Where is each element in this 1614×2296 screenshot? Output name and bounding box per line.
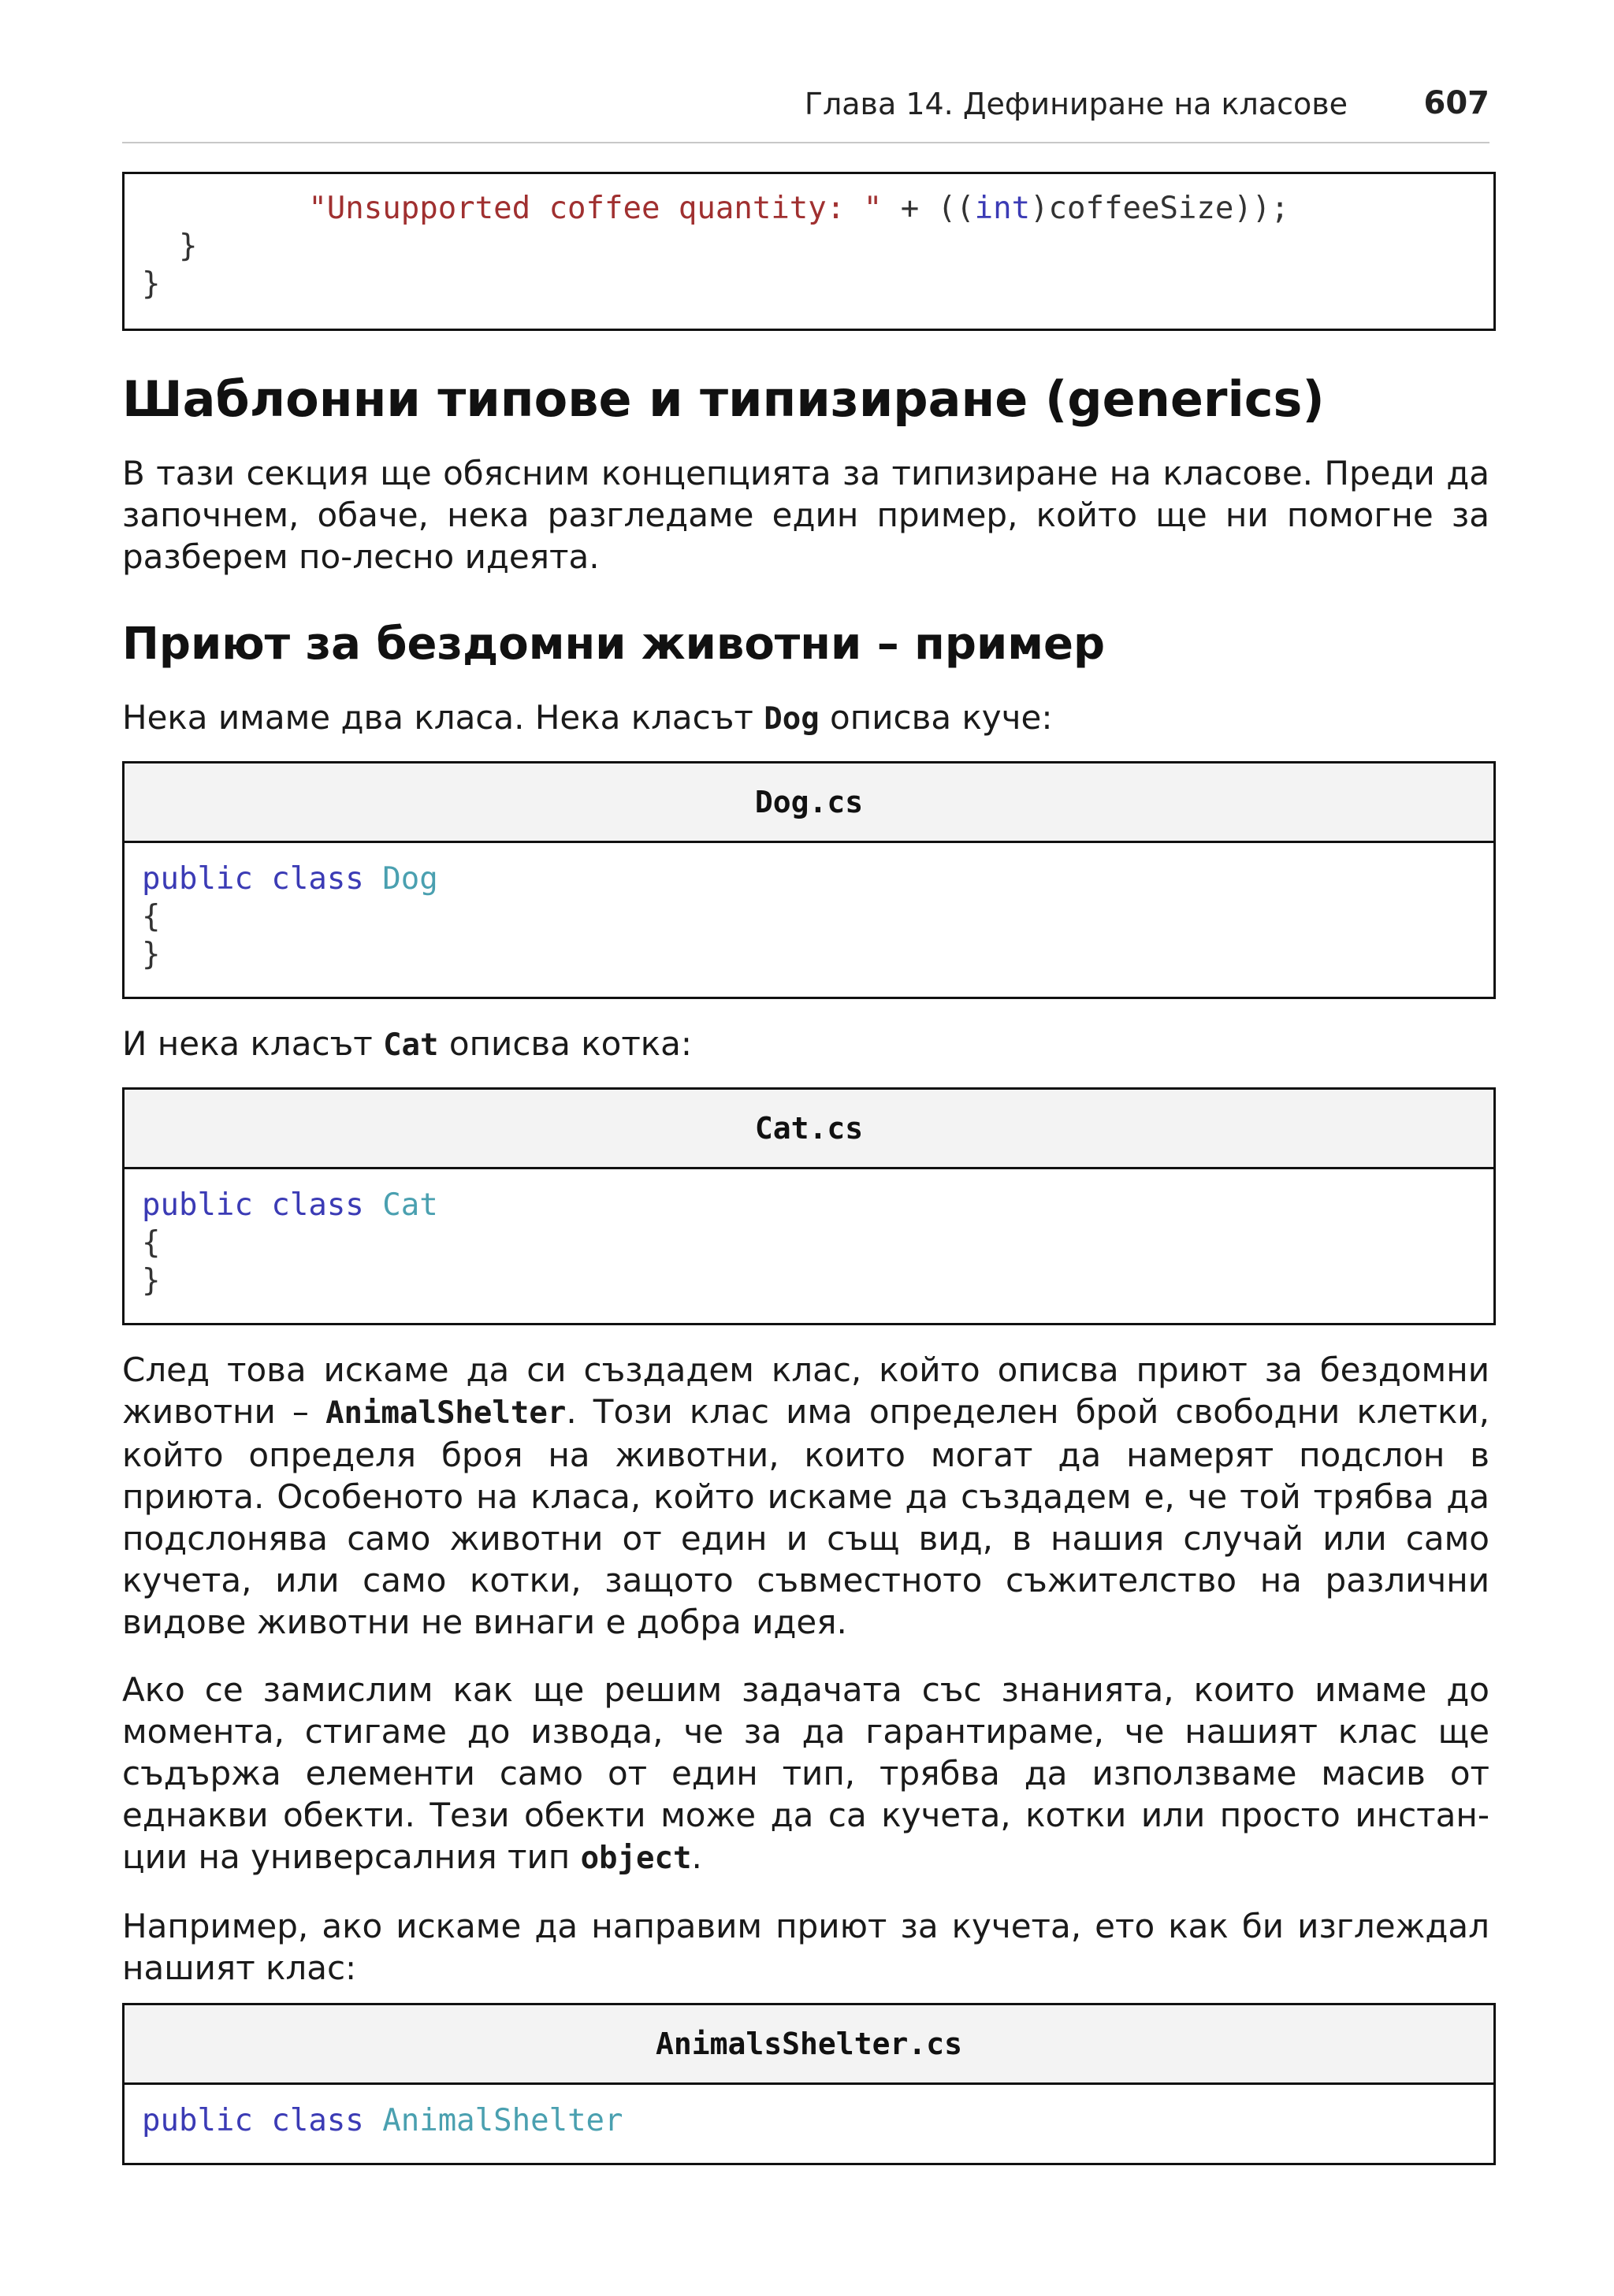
code-text: + ((: [882, 191, 975, 226]
code-keyword: class: [271, 2103, 364, 2138]
text: описва куче:: [819, 698, 1053, 737]
inline-code: object: [580, 1841, 692, 1876]
cat-intro-paragraph: [122, 1023, 1489, 1066]
code-body: [125, 174, 1493, 318]
code-brace: {: [142, 1225, 161, 1261]
code-keyword: public: [142, 861, 253, 897]
code-filename: Cat.cs: [125, 1090, 1493, 1169]
code-string: "Unsupported coffee quantity: ": [308, 191, 883, 226]
code-keyword: public: [142, 1187, 253, 1223]
running-header: [122, 79, 1489, 143]
text: И нека класът: [122, 1024, 384, 1063]
code-type: Cat: [382, 1187, 438, 1223]
text: Нека имаме два класа. Нека класът: [122, 698, 764, 737]
code-type: Dog: [382, 861, 438, 897]
code-filename: AnimalsShelter.cs: [125, 2005, 1493, 2085]
code-keyword: class: [271, 861, 364, 897]
text: Ако се замислим как ще решим задачата със знанията, които имаме до момента, стигаме до извода, че за да гарантираме, че нашият клас ще съдържа елементи само от един тип, трябва да използваме масив от еднакви обекти. Тези обекти може да са кучета, котки или просто инстан-ции на универсалния тип: [122, 1670, 1489, 1876]
code-keyword: public: [142, 2103, 253, 2138]
page-number: 607: [1423, 85, 1489, 121]
code-brace: }: [142, 937, 161, 972]
text: .: [691, 1837, 702, 1876]
inline-code: Cat: [383, 1027, 439, 1063]
dog-intro-paragraph: [122, 697, 1489, 740]
code-type: AnimalShelter: [382, 2103, 623, 2138]
code-body: [125, 843, 1493, 988]
code-box-animal-shelter: [122, 2003, 1496, 2165]
code-keyword: int: [974, 191, 1031, 226]
code-body: [125, 1169, 1493, 1314]
example-paragraph: Например, ако искаме да направим приют за кучета, ето как би изглеждал нашият клас:: [122, 1907, 1489, 1987]
chapter-title: Глава 14. Дефиниране на класове: [804, 87, 1348, 121]
intro-paragraph: В тази секция ще обясним концепцията за типизиране на класове. Преди да започнем, обаче, нека разгледаме един пример, който ще ни помогне за разберем по-лесно идеята.: [122, 454, 1489, 576]
text: описва котка:: [438, 1024, 693, 1063]
code-brace: }: [178, 228, 198, 264]
inline-code: Dog: [764, 701, 820, 737]
shelter-paragraph: [122, 1349, 1489, 1643]
array-paragraph: [122, 1669, 1489, 1879]
subsection-heading: Приют за бездомни животни – пример: [122, 619, 1106, 670]
code-brace: {: [142, 899, 161, 934]
code-box-cat: [122, 1087, 1496, 1325]
code-keyword: class: [271, 1187, 364, 1223]
code-brace: }: [142, 1263, 161, 1298]
code-body: [125, 2085, 1493, 2154]
text: . Този клас има определен брой свободни клетки, който определя броя на животни, които могат да намерят подслон в приюта. Особеното на класа, който искаме да създадем е, че той трябва да подслонява само животни от един и същ вид, в нашия случай или само кучета, или само котки, защото съвместното съжителство на различни видове животни не винаги е добра идея.: [122, 1392, 1489, 1641]
code-filename: Dog.cs: [125, 763, 1493, 843]
text: След това искаме да си създадем клас, който описва приют за бездомни животни –: [122, 1350, 1489, 1431]
inline-code: AnimalShelter: [325, 1395, 567, 1431]
code-box-dog: [122, 761, 1496, 999]
code-text: )coffeeSize));: [1030, 191, 1289, 226]
code-brace: }: [142, 266, 161, 302]
code-box-continuation: [122, 172, 1496, 331]
section-heading: Шаблонни типове и типизиране (generics): [122, 370, 1325, 428]
